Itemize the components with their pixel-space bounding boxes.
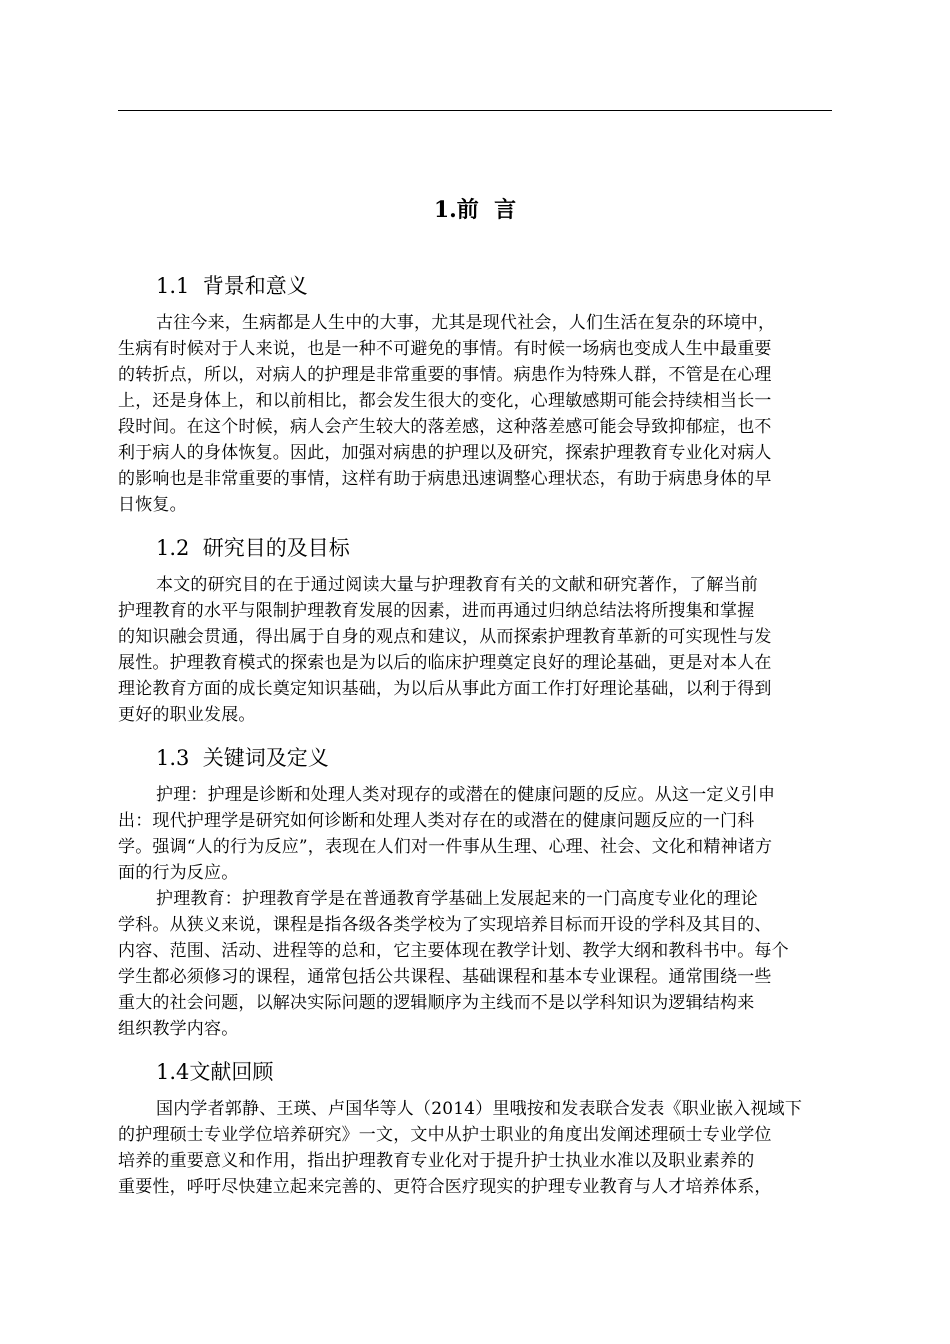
header-rule	[118, 110, 832, 111]
section-keywords	[118, 742, 832, 1056]
document-body	[118, 270, 832, 1200]
section-heading: 1.1 背景和意义	[156, 274, 308, 298]
body-paragraph: 护理教育：护理教育学是在普通教育学基础上发展起来的一门高度专业化的理论 学科。从狭义来说，课程是指各级各类学校为了实现培养目标而开设的学科及其目的、 内容、范围、活动、进程等的总和，它主要体现在教学计划、教学大纲和教科书中。每个 学生都必须修习的课程，通常包括公共课程、基础课程和基本专业课程。通常围绕一些 重大的社会问题，以解决实际问题的逻辑顺序为主线而不是以学科知识为逻辑结构来 组织教学内容。	[118, 889, 789, 1039]
section-heading: 1.4文献回顾	[156, 1060, 274, 1084]
chapter-title: 1.前 言	[433, 197, 517, 223]
section-objectives	[118, 532, 832, 742]
body-paragraph: 护理：护理是诊断和处理人类对现存的或潜在的健康问题的反应。从这一定义引申 出：现代护理学是研究如何诊断和处理人类对存在的或潜在的健康问题反应的一门科 学。强调“人的行为反应”，表现在人们对一件事从生理、心理、社会、文化和精神诸方 面的行为反应。	[118, 785, 776, 883]
section-heading: 1.3 关键词及定义	[156, 746, 329, 770]
section-literature-review	[118, 1056, 832, 1200]
body-paragraph: 国内学者郭静、王瑛、卢国华等人（2014）里哦按和发表联合发表《职业嵌入视域下 的护理硕士专业学位培养研究》一文，文中从护士职业的角度出发阐述理硕士专业学位 培养的重要意义和作用，指出护理教育专业化对于提升护士执业水准以及职业素养的 重要性，呼吁尽快建立起来完善的、更符合医疗现实的护理专业教育与人才培养体系，	[118, 1099, 803, 1197]
section-background	[118, 270, 832, 532]
body-paragraph: 古往今来，生病都是人生中的大事，尤其是现代社会，人们生活在复杂的环境中， 生病有时候对于人来说，也是一种不可避免的事情。有时候一场病也变成人生中最重要 的转折点，所以，对病人的护理是非常重要的事情。病患作为特殊人群，不管是在心理 上，还是身体上，和以前相比，都会发生很大的变化，心理敏感期可能会持续相当长一 段时间。在这个时候，病人会产生较大的落差感，这种落差感可能会导致抑郁症，也不 利于病人的身体恢复。因此，加强对病患的护理以及研究，探索护理教育专业化对病人 的影响也是非常重要的事情，这样有助于病患迅速调整心理状态，有助于病患身体的早 日恢复。	[118, 313, 776, 515]
section-heading: 1.2 研究目的及目标	[156, 536, 350, 560]
body-paragraph: 本文的研究目的在于通过阅读大量与护理教育有关的文献和研究著作，了解当前 护理教育的水平与限制护理教育发展的因素，进而再通过归纳总结法将所搜集和掌握 的知识融会贯通，得出属于自身的观点和建议，从而探索护理教育革新的可实现性与发 展性。护理教育模式的探索也是为以后的临床护理奠定良好的理论基础，更是对本人在 理论教育方面的成长奠定知识基础，为以后从事此方面工作打好理论基础，以利于得到 更好的职业发展。	[118, 575, 772, 725]
